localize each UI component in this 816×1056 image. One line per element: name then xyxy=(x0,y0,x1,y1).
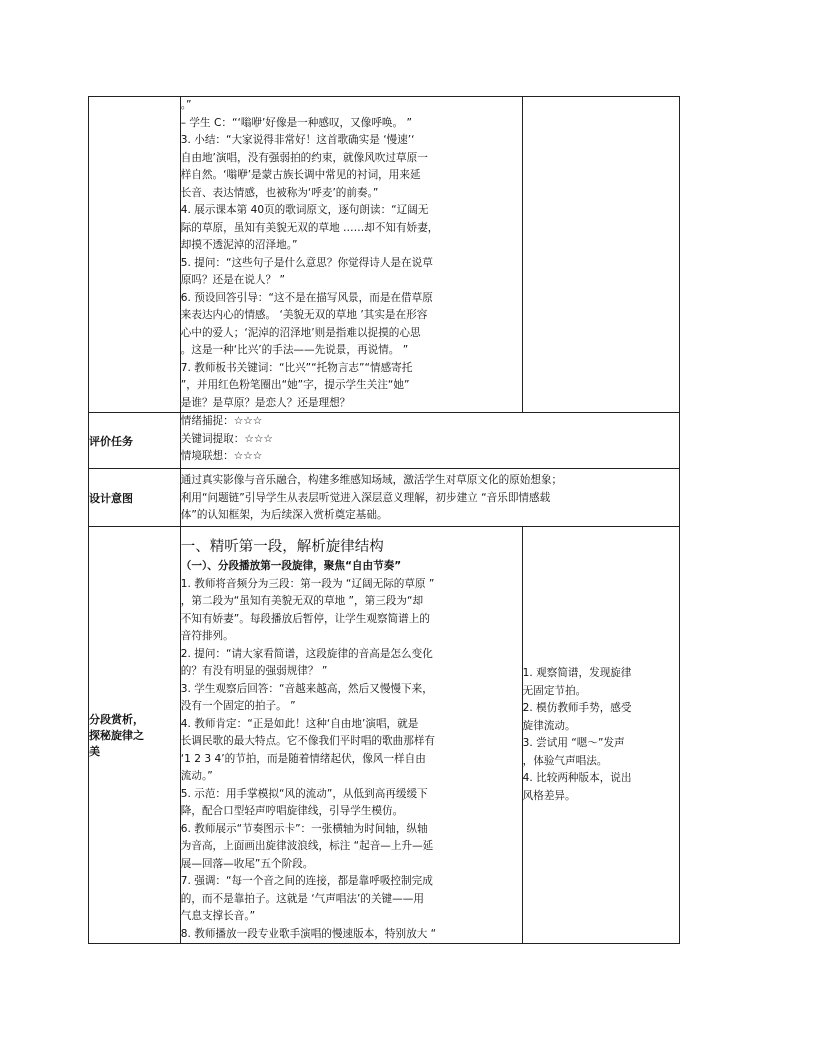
text-line: 2. 提问：“请大家看简谱，这段旋律的音高是怎么变化 xyxy=(180,647,433,660)
text-line: 5. 提问：“这些句子是什么意思？你觉得诗人是在说草 xyxy=(180,256,433,269)
text-line: 通过真实影像与音乐融合，构建多维感知场域，激活学生对草原文化的原始想象； xyxy=(180,474,563,486)
text-line: 7. 教师板书关键词：“比兴”“托物言志”“情感寄托 xyxy=(180,361,413,374)
label-line: 美 xyxy=(89,745,100,758)
evaluation-content xyxy=(180,413,679,469)
student-activity-content xyxy=(522,527,679,944)
text-line: 长调民歌的最大特点。它不像我们平时唱的歌曲那样有 xyxy=(180,735,436,747)
text-line: 7. 强调：“每一个音之间的连接，都是靠呼吸控制完成 xyxy=(180,875,433,887)
text-line: 4. 教师肯定：“正是如此！这种‘自由地’演唱，就是 xyxy=(180,717,419,730)
text-line: 际的草原，虽知有美貌无双的草地 ……却不知有娇妻， xyxy=(180,221,439,234)
text-line: 关键词提取：☆☆☆ xyxy=(180,432,273,445)
text-line: 3. 尝试用 “嗯～”发声 xyxy=(522,737,625,749)
text-line: 为音高，上面画出旋律波浪线，标注 “起音—上升—延 xyxy=(180,840,434,852)
lesson-plan-table xyxy=(88,96,680,944)
section-heading: 一、精听第一段，解析旋律结构 xyxy=(180,539,384,555)
text-line: 原吗？还是在说人？ ” xyxy=(180,274,285,286)
text-line: 6. 教师展示“节奏图示卡”：一张横轴为时间轴，纵轴 xyxy=(180,822,428,835)
text-line: 降，配合口型轻声哼唱旋律线，引导学生模仿。 xyxy=(180,805,404,817)
row-label-empty xyxy=(89,97,181,413)
text-line: 却摸不透泥淖的沼泽地。” xyxy=(180,239,298,251)
text-line: 长音、表达情感，也被称为‘呼麦’的前奏。” xyxy=(180,186,379,199)
label-line: 分段赏析， xyxy=(89,713,144,726)
text-line: ‘1 2 3 4’的节拍，而是随着情绪起伏，像风一样自由 xyxy=(180,752,426,765)
text-line: ”，并用红色粉笔圈出“她”字，提示学生关注“她” xyxy=(180,379,410,391)
text-line: 心中的爱人；‘泥淖的沼泽地’则是指难以捉摸的心思 xyxy=(180,326,421,339)
text-line: 情境联想：☆☆☆ xyxy=(180,450,263,462)
text-line: 音符排列。 xyxy=(180,630,234,642)
text-line: 自由地’演唱，没有强弱拍的约束，就像风吹过草原一 xyxy=(180,151,428,164)
text-line: 来表达内心的情感。 ‘美貌无双的草地 ’其实是在形容 xyxy=(180,309,428,321)
text-line: 的？有没有明显的强弱规律？ ” xyxy=(180,665,328,677)
text-line: 3. 学生观察后回答：“音越来越高，然后又慢慢下来， xyxy=(180,682,433,695)
segment-analysis-content xyxy=(180,527,522,944)
text-line: 1. 教师将音频分为三段：第一段为 “辽阔无际的草原 ” xyxy=(180,577,435,590)
text-line: 的，而不是靠拍子。这就是 ‘气声唱法’的关键——用 xyxy=(180,892,424,905)
text-line: 情绪捕捉：☆☆☆ xyxy=(180,415,263,427)
text-line: 利用“问题链”引导学生从表层听觉进入深层意义理解，初步建立 “音乐即情感载 xyxy=(180,491,551,504)
table-row-evaluation xyxy=(89,413,680,469)
text-line: 3. 小结：“大家说得非常好！这首歌确实是 ‘慢速’‘ xyxy=(180,134,415,146)
text-line: ，体验气声唱法。 xyxy=(522,754,608,767)
text-line: – 学生 C：“‘嗡咿’好像是一种感叹，又像呼唤。 ” xyxy=(180,116,412,129)
table-row-teaching-process xyxy=(89,97,680,413)
subsection-heading: （一）、分段播放第一段旋律，聚焦“自由节奏” xyxy=(180,560,402,572)
design-intent-content xyxy=(180,469,679,527)
text-line: 8. 教师播放一段专业歌手演唱的慢速版本，特别放大 “ xyxy=(180,927,437,940)
text-line: 展—回落—收尾”五个阶段。 xyxy=(180,857,314,870)
text-line: 。这是一种‘比兴’的手法——先说景，再说情。 ” xyxy=(180,344,409,356)
text-line: 。” xyxy=(180,99,192,111)
text-line: 气息支撑长音。” xyxy=(180,910,256,922)
text-line: 流动。” xyxy=(180,770,213,782)
text-line: 没有一个固定的拍子。 ” xyxy=(180,700,296,712)
row-label-design-intent: 设计意图 xyxy=(89,469,181,527)
text-line: 无固定节拍。 xyxy=(522,684,587,697)
row-label-segment-analysis xyxy=(89,527,181,944)
text-line: 风格差异。 xyxy=(522,789,576,802)
student-activity-empty xyxy=(522,97,679,413)
text-line: 4. 展示课本第 40页的歌词原文，逐句朗读：“辽阔无 xyxy=(180,204,429,216)
text-line: 样自然。‘嗡咿’是蒙古族长调中常见的衬词，用来延 xyxy=(180,169,421,181)
process-content xyxy=(180,97,522,413)
table-row-segment-analysis xyxy=(89,527,680,944)
text-line: ，第二段为“虽知有美貌无双的草地 ”，第三段为“却 xyxy=(180,595,424,607)
text-line: 是谁？是草原？是恋人？还是理想？ xyxy=(180,396,351,409)
text-line: 旋律流动。 xyxy=(522,719,576,732)
text-line: 6. 预设回答引导：“这不是在描写风景，而是在借草原 xyxy=(180,291,433,304)
text-line: 4. 比较两种版本，说出 xyxy=(522,772,632,784)
text-line: 不知有娇妻”。每段播放后暂停，让学生观察简谱上的 xyxy=(180,612,430,625)
label-line: 探秘旋律之 xyxy=(89,729,144,742)
table-row-design-intent xyxy=(89,469,680,527)
text-line: 5. 示范：用手掌模拟“风的流动”，从低到高再缓缓下 xyxy=(180,787,428,800)
row-label-evaluation: 评价任务 xyxy=(89,413,181,469)
text-line: 体”的认知框架，为后续深入赏析奠定基础。 xyxy=(180,509,388,521)
text-line: 2. 模仿教师手势，感受 xyxy=(522,702,632,714)
text-line: 1. 观察简谱，发现旋律 xyxy=(522,667,632,679)
